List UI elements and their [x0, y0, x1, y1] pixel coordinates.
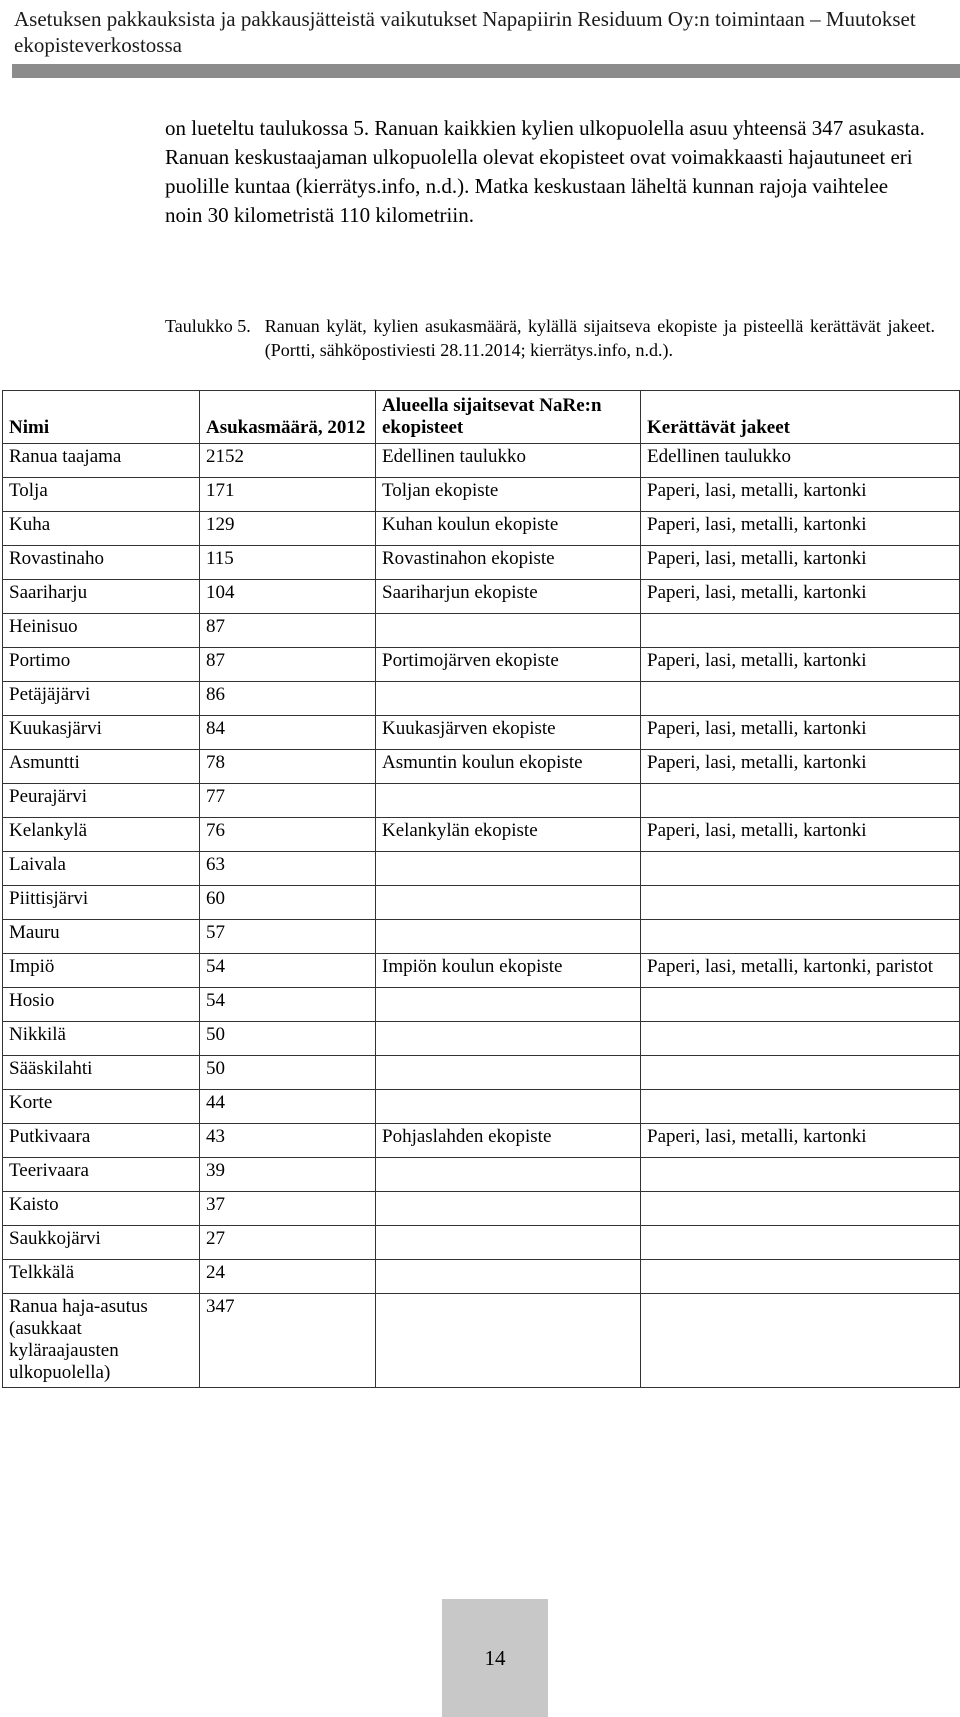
villages-table [2, 390, 960, 1388]
table-row [3, 818, 960, 852]
cell-fractions: Paperi, lasi, metalli, kartonki [641, 512, 960, 546]
cell-name: Kaisto [3, 1192, 200, 1226]
caption-label: Taulukko 5. [165, 316, 251, 336]
cell-population: 129 [200, 512, 376, 546]
cell-population: 27 [200, 1226, 376, 1260]
caption-text: Ranuan kylät, kylien asukasmäärä, kylällä sijaitseva ekopiste ja pisteellä kerättävät jakeet. (Portti, sähköpostiviesti 28.11.2014; kierrätys.info, n.d.). [264, 316, 935, 360]
cell-population: 54 [200, 954, 376, 988]
cell-fractions [641, 1192, 960, 1226]
cell-name: Petäjäjärvi [3, 682, 200, 716]
cell-ecopoint [376, 1022, 641, 1056]
table-row [3, 512, 960, 546]
cell-ecopoint [376, 1294, 641, 1388]
cell-ecopoint: Toljan ekopiste [376, 478, 641, 512]
cell-ecopoint [376, 852, 641, 886]
cell-population: 115 [200, 546, 376, 580]
cell-population: 104 [200, 580, 376, 614]
cell-population: 37 [200, 1192, 376, 1226]
cell-name: Saukkojärvi [3, 1226, 200, 1260]
cell-name: Mauru [3, 920, 200, 954]
cell-ecopoint: Rovastinahon ekopiste [376, 546, 641, 580]
cell-name: Piittisjärvi [3, 886, 200, 920]
table-row [3, 682, 960, 716]
cell-fractions: Paperi, lasi, metalli, kartonki [641, 478, 960, 512]
table-row [3, 1090, 960, 1124]
cell-population: 77 [200, 784, 376, 818]
table-row [3, 988, 960, 1022]
page-number-text: 14 [484, 1645, 506, 1670]
cell-fractions: Paperi, lasi, metalli, kartonki [641, 580, 960, 614]
cell-fractions: Paperi, lasi, metalli, kartonki [641, 648, 960, 682]
table-row [3, 1294, 960, 1388]
page-number [442, 1599, 548, 1717]
cell-name: Peurajärvi [3, 784, 200, 818]
cell-fractions [641, 784, 960, 818]
cell-population: 39 [200, 1158, 376, 1192]
cell-population: 44 [200, 1090, 376, 1124]
cell-population: 78 [200, 750, 376, 784]
cell-fractions [641, 1294, 960, 1388]
header-ecopoints: Alueella sijaitsevat NaRe:n ekopisteet [376, 391, 641, 444]
table-row [3, 784, 960, 818]
cell-name: Korte [3, 1090, 200, 1124]
table-row [3, 1022, 960, 1056]
cell-ecopoint: Saariharjun ekopiste [376, 580, 641, 614]
cell-fractions [641, 988, 960, 1022]
cell-fractions [641, 920, 960, 954]
cell-name: Laivala [3, 852, 200, 886]
cell-name: Rovastinaho [3, 546, 200, 580]
cell-fractions [641, 1090, 960, 1124]
cell-ecopoint [376, 784, 641, 818]
cell-ecopoint: Pohjaslahden ekopiste [376, 1124, 641, 1158]
cell-ecopoint [376, 614, 641, 648]
cell-name: Kelankylä [3, 818, 200, 852]
cell-name: Putkivaara [3, 1124, 200, 1158]
table-row [3, 1226, 960, 1260]
table-row [3, 1124, 960, 1158]
table-row [3, 852, 960, 886]
cell-fractions: Paperi, lasi, metalli, kartonki [641, 546, 960, 580]
cell-name: Tolja [3, 478, 200, 512]
cell-fractions: Edellinen taulukko [641, 444, 960, 478]
cell-fractions [641, 1056, 960, 1090]
cell-fractions [641, 1226, 960, 1260]
table-row [3, 546, 960, 580]
header-name: Nimi [3, 391, 200, 444]
cell-ecopoint: Kuhan koulun ekopiste [376, 512, 641, 546]
cell-name: Telkkälä [3, 1260, 200, 1294]
cell-ecopoint [376, 682, 641, 716]
cell-population: 50 [200, 1022, 376, 1056]
cell-population: 43 [200, 1124, 376, 1158]
cell-ecopoint [376, 1260, 641, 1294]
table-row [3, 750, 960, 784]
cell-ecopoint [376, 920, 641, 954]
cell-name: Sääskilahti [3, 1056, 200, 1090]
cell-ecopoint [376, 988, 641, 1022]
cell-name: Kuukasjärvi [3, 716, 200, 750]
cell-population: 76 [200, 818, 376, 852]
cell-population: 63 [200, 852, 376, 886]
cell-name: Ranua haja-asutus (asukkaat kyläraajausten ulkopuolella) [3, 1294, 200, 1388]
cell-ecopoint [376, 1158, 641, 1192]
table-row [3, 1158, 960, 1192]
table-row [3, 614, 960, 648]
cell-population: 87 [200, 614, 376, 648]
cell-population: 171 [200, 478, 376, 512]
table-row [3, 886, 960, 920]
cell-fractions: Paperi, lasi, metalli, kartonki [641, 750, 960, 784]
cell-ecopoint: Asmuntin koulun ekopiste [376, 750, 641, 784]
cell-ecopoint [376, 1090, 641, 1124]
cell-population: 347 [200, 1294, 376, 1388]
table-row [3, 1260, 960, 1294]
cell-ecopoint: Kuukasjärven ekopiste [376, 716, 641, 750]
cell-name: Impiö [3, 954, 200, 988]
cell-ecopoint: Impiön koulun ekopiste [376, 954, 641, 988]
cell-name: Portimo [3, 648, 200, 682]
table-caption [165, 314, 935, 362]
cell-population: 60 [200, 886, 376, 920]
cell-fractions [641, 682, 960, 716]
cell-ecopoint [376, 1226, 641, 1260]
cell-population: 57 [200, 920, 376, 954]
cell-name: Asmuntti [3, 750, 200, 784]
cell-name: Ranua taajama [3, 444, 200, 478]
cell-population: 2152 [200, 444, 376, 478]
cell-ecopoint: Portimojärven ekopiste [376, 648, 641, 682]
header-population: Asukasmäärä, 2012 [200, 391, 376, 444]
cell-ecopoint [376, 1056, 641, 1090]
table-row [3, 1056, 960, 1090]
cell-fractions: Paperi, lasi, metalli, kartonki [641, 818, 960, 852]
cell-name: Nikkilä [3, 1022, 200, 1056]
table-row [3, 1192, 960, 1226]
cell-fractions [641, 1260, 960, 1294]
table-row [3, 478, 960, 512]
cell-population: 24 [200, 1260, 376, 1294]
cell-name: Saariharju [3, 580, 200, 614]
cell-population: 84 [200, 716, 376, 750]
cell-fractions: Paperi, lasi, metalli, kartonki [641, 1124, 960, 1158]
cell-population: 86 [200, 682, 376, 716]
table-row [3, 716, 960, 750]
cell-fractions: Paperi, lasi, metalli, kartonki, paristot [641, 954, 960, 988]
table-row [3, 580, 960, 614]
header-fractions: Kerättävät jakeet [641, 391, 960, 444]
cell-ecopoint: Kelankylän ekopiste [376, 818, 641, 852]
cell-population: 87 [200, 648, 376, 682]
table-row [3, 920, 960, 954]
table-row [3, 648, 960, 682]
body-paragraph: on lueteltu taulukossa 5. Ranuan kaikkien kylien ulkopuolella asuu yhteensä 347 asukasta. Ranuan keskustaajaman ulkopuolella olevat ekopisteet ovat voimakkaasti hajautuneet eri puolille kuntaa (kierrätys.info, n.d.). Matka keskustaan läheltä kunnan rajoja vaihtelee noin 30 kilometristä 110 kilometriin. [165, 116, 925, 227]
cell-population: 50 [200, 1056, 376, 1090]
cell-name: Teerivaara [3, 1158, 200, 1192]
cell-fractions [641, 1158, 960, 1192]
cell-population: 54 [200, 988, 376, 1022]
cell-ecopoint: Edellinen taulukko [376, 444, 641, 478]
cell-fractions: Paperi, lasi, metalli, kartonki [641, 716, 960, 750]
table-row [3, 954, 960, 988]
cell-ecopoint [376, 1192, 641, 1226]
cell-fractions [641, 886, 960, 920]
cell-ecopoint [376, 886, 641, 920]
cell-fractions [641, 614, 960, 648]
cell-name: Heinisuo [3, 614, 200, 648]
table-header-row [3, 391, 960, 444]
cell-fractions [641, 852, 960, 886]
cell-name: Hosio [3, 988, 200, 1022]
header-divider [12, 64, 960, 78]
running-header: Asetuksen pakkauksista ja pakkausjätteistä vaikutukset Napapiirin Residuum Oy:n toimintaan – Muutokset ekopisteverkostossa [14, 7, 916, 57]
table-body [3, 444, 960, 1388]
cell-name: Kuha [3, 512, 200, 546]
cell-fractions [641, 1022, 960, 1056]
table-row [3, 444, 960, 478]
